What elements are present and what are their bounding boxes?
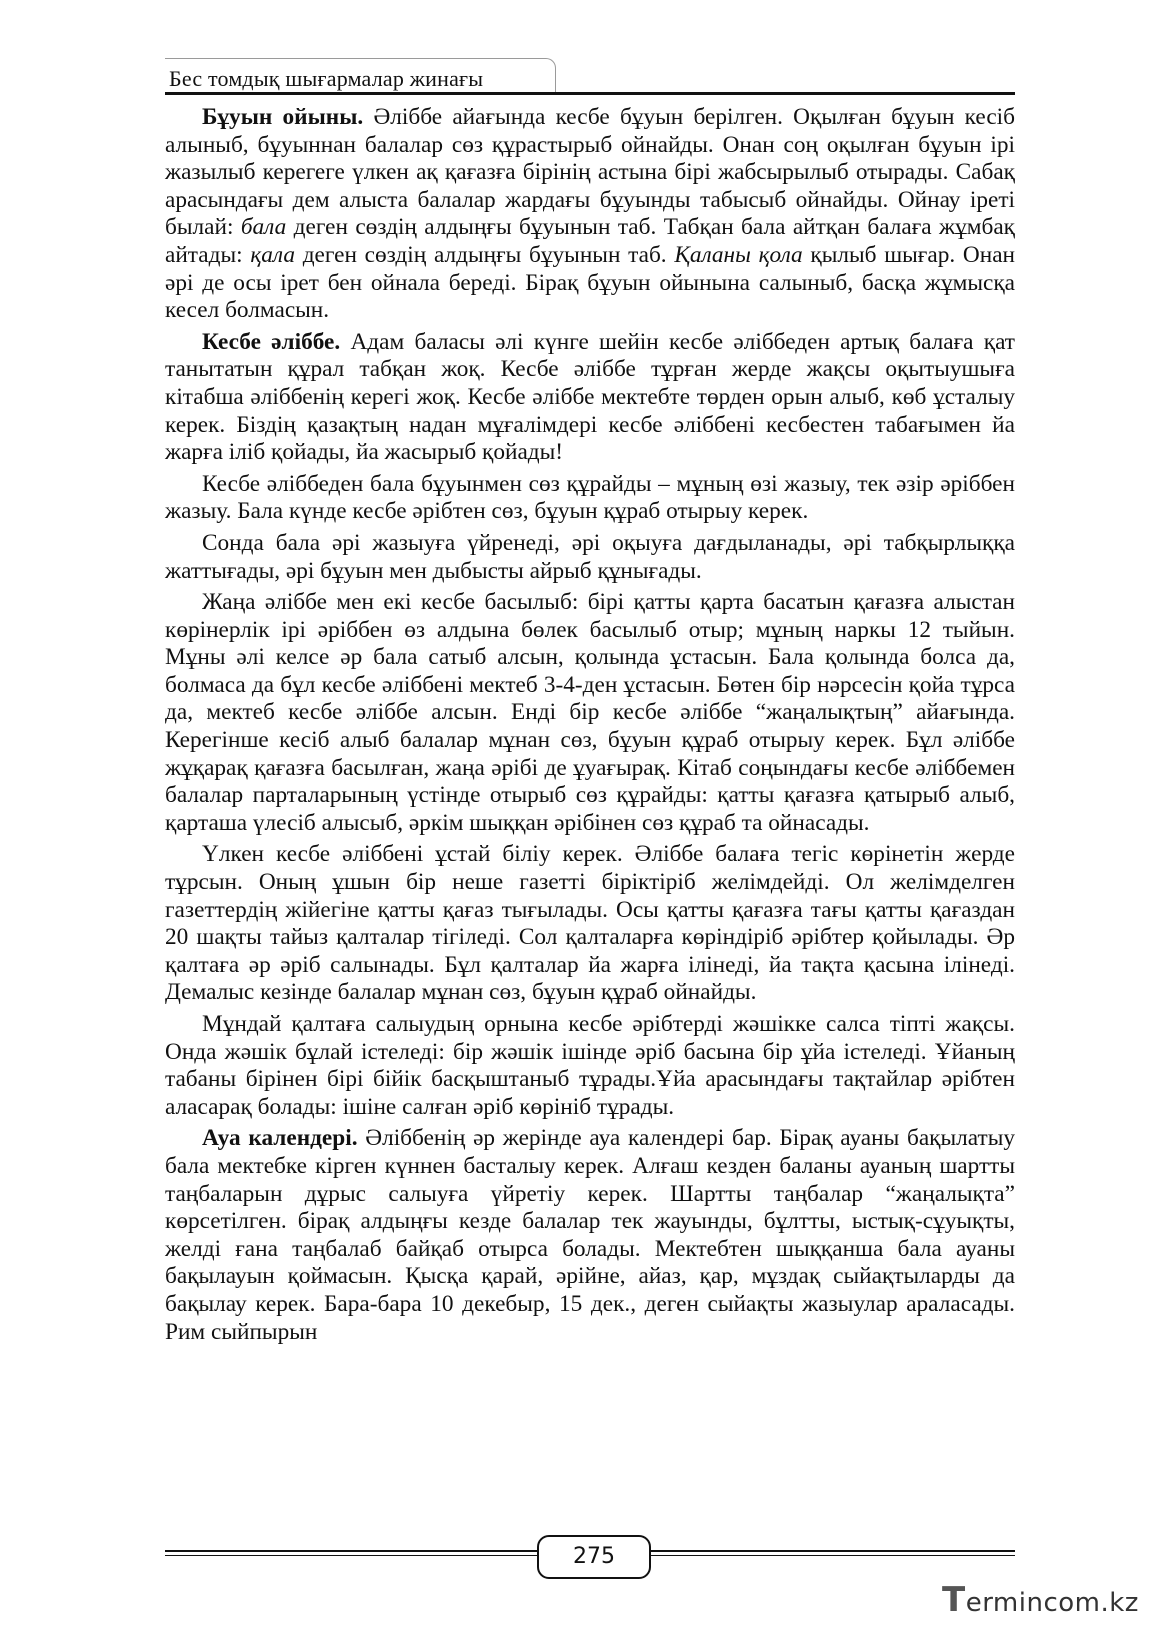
text-segment: Әліббе айағында кесбе бұуын берілген. Оқылған бұуын кесіб алыныб, бұуыннан балалар сөз құрастырыб ойнайды. Онан соң оқылған бұуын ірі жазылыб керегеге үлкен ақ қағазға бірінің астына бірі жабсырылыб отырады. Сабақ арасындағы дем алыста балалар жардағы бұуынды табысыб ойнайды. Ойнау іреті былай: — [165, 104, 1015, 241]
paragraph — [165, 530, 1015, 585]
page-footer — [165, 1535, 1015, 1575]
text-segment: Үлкен кесбе әліббені ұстай біліу керек. Әліббе балаға тегіс көрінетін жерде тұрсын. Оның ұшын бір неше газетті біріктіріб желімдейді. Ол желімделген газеттердің жійегіне қатты қағаз тығылады. Осы қатты қағазға тағы қатты қағаздан 20 шақты тайыз қалталар тігіледі. Сол қалталарға көріндіріб әрібтер қойылады. Әр қалтаға әр әріб салынады. Бұл қалталар йа жарға ілінеді, йа тақта қасына ілінеді. Демалыс кезінде балалар мұнан сөз, бұуын құраб ойнайды. — [165, 841, 1015, 1006]
page-number: 275 — [573, 1544, 615, 1569]
paragraph-aua-kalendery — [165, 1125, 1015, 1346]
header-rule — [165, 92, 1015, 95]
footer-rule-right — [651, 1550, 1015, 1552]
paragraph-buuyn-oiyny — [165, 104, 1015, 325]
paragraph — [165, 1011, 1015, 1121]
paragraph-lead: Бұуын ойыны. — [202, 104, 364, 130]
footer-rule-left-thin — [165, 1555, 537, 1556]
paragraph — [165, 841, 1015, 1007]
text-segment: қылыб шығар. Онан әрі де осы ірет бен ойнала береді. Бірақ бұуын ойынына салыныб, басқа жұмысқа кесел болмасын. — [165, 241, 1015, 324]
text-segment: Әліббенің әр жерінде ауа календері бар. Бірақ ауаны бақылатыу бала мектебке кірген күннен басталыу керек. Алғаш кезден баланы ауаның шартты таңбаларын дұрыс салыуға үйретіу керек. Шартты таңбалар “жаңалықта” көрсетілген. бірақ алдыңғы кезде балалар тек жауынды, бұлтты, ыстық-сұуықты, желді ғана таңбалаб байқаб отырса болады. Мектебтен шыққанша бала ауаны бақылауын қоймасын. Қысқа қарай, әрійне, айаз, қар, мұздақ сыйақтыларды да бақылау керек. Бара-бара 10 декебыр, 15 дек., деген сыйақты жазыулар араласады. Рим сыйпырын — [165, 1125, 1015, 1345]
text-segment: деген сөздің алдыңғы бұуынын таб. — [294, 241, 675, 268]
text-segment: Жаңа әліббе мен екі кесбе басылыб: бірі қатты қарта басатын қағазға алыстан көрінерлік ірі әріббен өз алдына бөлек басылыб отыр; мұның наркы 12 тыйын. Мұны әлі келсе әр бала сатыб алсын, қолында ұстасын. Бала қолында болса да, болмаса да бұл кесбе әліббені мектеб 3-4-ден ұстасын. Бөтен бір нәрсесін қойа тұрса да, мектеб кесбе әліббе алсын. Енді бір кесбе әліббе “жаңалықтың” айағында. Керегінше кесіб алыб балалар мұнан сөз, бұуын құраб отырыу керек. Бұл әліббе жұқарақ қағазға басылған, жаңа әрібі де ұуағырақ. Кітаб соңындағы кесбе әліббемен балалар парталарының үстінде отырыб сөз құрайды: қатты қағазға қатырыб алыб, қарташа үлесіб алысыб, әркім шыққан әрібінен сөз құраб та ойнасады. — [165, 589, 1015, 836]
paragraph-lead: Ауа календері. — [202, 1125, 358, 1152]
text-segment: Адам баласы әлі күнге шейін кесбе әліббеден артық балаға қат танытатын құрал табқан жоқ. Кесбе әліббе тұрған жерде жақсы оқытыушыға кітабша әліббенің керегі жоқ. Кесбе әліббе мектебте төрден орын алыб, көб ұсталыу керек. Біздің қазақтың надан мұғалімдері кесбе әліббені кесбестен табағымен йа жарға іліб қойады, йа жасырыб қойады! — [165, 328, 1015, 466]
paragraph — [165, 471, 1015, 526]
page-number-box — [537, 1535, 651, 1579]
text-segment: Кесбе әліббеден бала бұуынмен сөз құрайды – мұның өзі жазыу, тек әзір әріббен жазыу. Бала күнде кесбе әрібтен сөз, бұуын құраб отырыу керек. — [165, 470, 1015, 525]
italic-term: қала — [250, 241, 295, 268]
text-segment: деген сөздің алдыңғы бұуынын таб. Табқан бала айтқан балаға жұмбақ айтады: — [165, 214, 1015, 268]
running-header — [165, 58, 1015, 98]
italic-term: бала — [240, 214, 287, 241]
italic-term: Қаланы қола — [674, 241, 803, 268]
text-segment: Сонда бала әрі жазыуға үйренеді, әрі оқыуға дағдыланады, әрі табқырлыққа жаттығады, әрі бұуын мен дыбысты айрыб құнығады. — [165, 529, 1015, 584]
footer-rule-right-thin — [651, 1555, 1015, 1556]
paragraph — [165, 589, 1015, 837]
watermark-text: ermincom.kz — [965, 1588, 1139, 1618]
paragraph-lead: Кесбе әліббе. — [202, 328, 341, 355]
watermark-logo — [942, 1580, 1142, 1620]
text-segment: Мұндай қалтаға салыудың орнына кесбе әрібтерді жәшікке салса тіпті жақсы. Онда жәшік бұлай істеледі: бір жәшік ішінде әріб басына бір ұйа істеледі. Ұйаның табаны бірінен бірі бійік басқыштаныб тұрады.Ұйа арасындағы тақтайлар әрібтен аласарақ болады: ішіне салған әріб көрініб тұрады. — [165, 1011, 1015, 1120]
paragraph-kesbe-alibbe — [165, 329, 1015, 467]
running-header-title: Бес томдық шығармалар жинағы — [169, 66, 484, 91]
watermark-initial: T — [942, 1580, 966, 1620]
footer-rule-left — [165, 1550, 537, 1552]
page-body — [165, 104, 1015, 1350]
